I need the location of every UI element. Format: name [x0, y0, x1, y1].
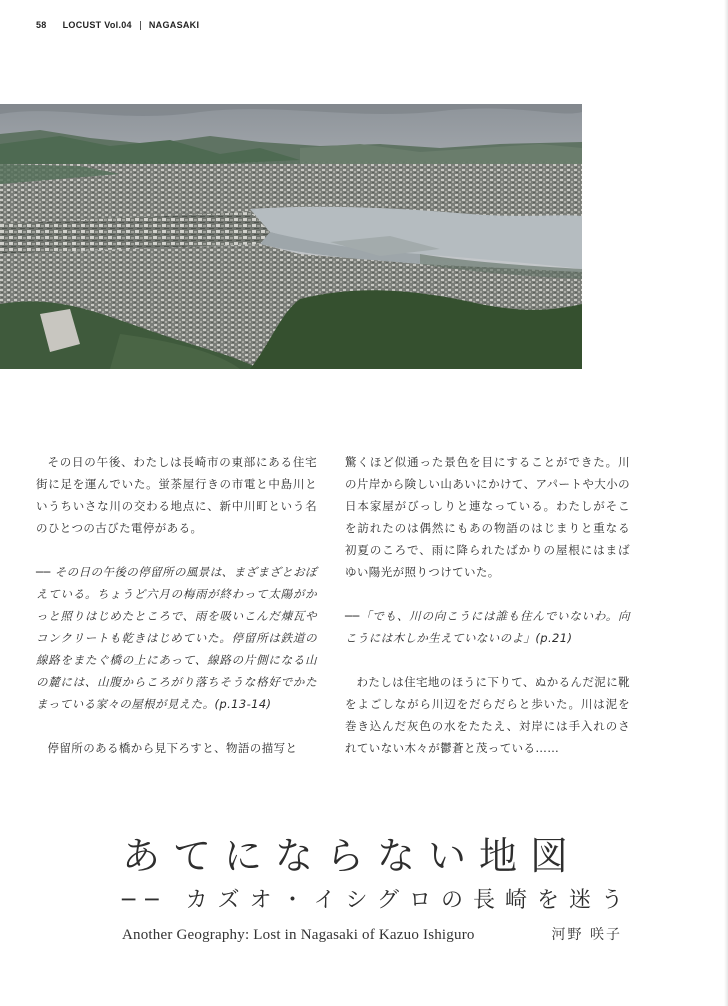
quote-paragraph: ── その日の午後の停留所の風景は、まざまざとおぼえている。ちょうど六月の梅雨が終わって太陽がかっと照りはじめたところで、雨を吸いこんだ煉瓦やコンクリートも乾きはじめていた。停留所は鉄道の線路をまたぐ橋の上にあって、線路の片側になる山の麓には、山腹からころがり落ちそうな格好でかたまっている家々の屋根が見えた。(p.13-14): [36, 565, 317, 711]
paragraph: 驚くほど似通った景色を目にすることができた。川の片岸から険しい山あいにかけて、アパートや大小の日本家屋がびっしりと連なっている。わたしがそこを訪れたのは偶然にもあの物語のはじまりと重なる初夏のころで、雨に降られたばかりの屋根にはまばゆい陽光が照りつけていた。: [345, 455, 630, 579]
section-name: NAGASAKI: [148, 20, 200, 30]
quote-paragraph: ──「でも、川の向こうには誰も住んでいないわ。向こうには木しか生えていないのよ」(p.21): [345, 609, 630, 645]
city-panorama-photo: [0, 104, 582, 369]
english-title: Another Geography: Lost in Nagasaki of Kazuo Ishiguro: [122, 927, 475, 943]
article-subtitle: ── カズオ・イシグロの長崎を迷う: [122, 888, 634, 913]
running-head: [36, 19, 199, 31]
article-title-block: [122, 832, 632, 944]
article-title: あてにならない地図: [122, 834, 582, 878]
header-separator: [140, 21, 141, 30]
body-column-right: [345, 451, 630, 781]
paragraph: 停留所のある橋から見下ろすと、物語の描写と: [47, 741, 298, 755]
page-number: 58: [36, 20, 47, 30]
paragraph: わたしは住宅地のほうに下りて、ぬかるんだ泥に靴をよごしながら川辺をだらだらと歩いた。川は泥を巻き込んだ灰色の水をたたえ、対岸には手入れのされていない木々が鬱蒼と茂っている……: [345, 675, 630, 755]
page-edge-shadow: [724, 0, 728, 1006]
author-name: 河野 咲子: [551, 927, 622, 943]
byline: [122, 924, 622, 944]
paragraph: その日の午後、わたしは長崎市の東部にある住宅街に足を運んでいた。蛍茶屋行きの市電と中島川というちいさな川の交わる地点に、新中川町という名のひとつの古びた電停がある。: [36, 455, 317, 535]
body-column-left: [36, 451, 317, 781]
magazine-name: LOCUST Vol.04: [62, 20, 132, 30]
